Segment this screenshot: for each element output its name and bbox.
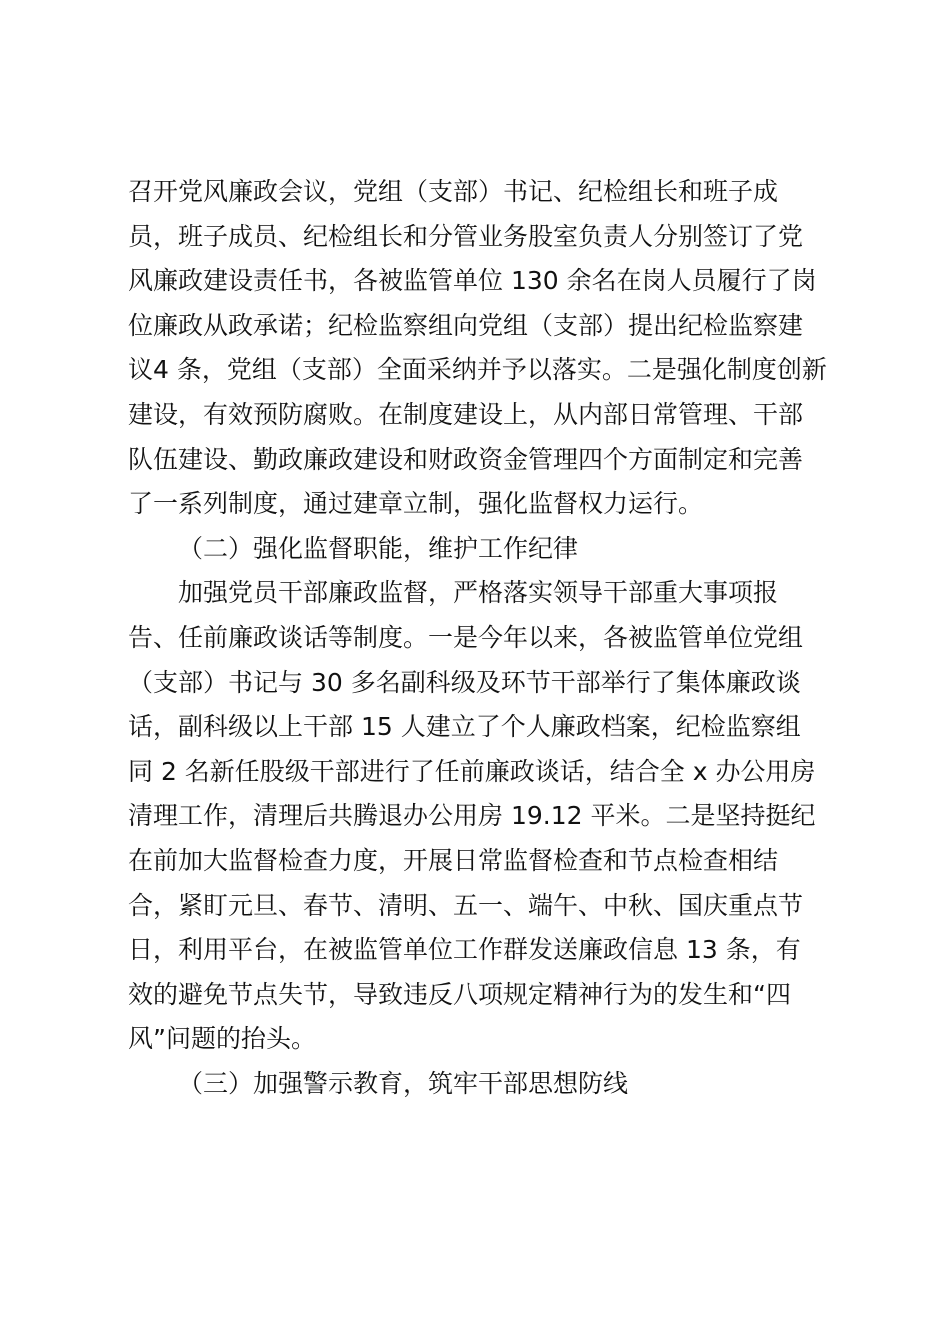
paragraph-line: 议4 条，党组（支部）全面采纳并予以落实。二是强化制度创新 (128, 355, 827, 385)
paragraph-line: 合，紧盯元旦、春节、清明、五一、端午、中秋、国庆重点节 (128, 890, 804, 920)
paragraph-line: 风”问题的抬头。 (128, 1024, 316, 1054)
paragraph-line: 队伍建设、勤政廉政建设和财政资金管理四个方面制定和完善 (128, 444, 804, 474)
paragraph-line: 建设，有效预防腐败。在制度建设上，从内部日常管理、干部 (128, 399, 804, 429)
paragraph-line: 告、任前廉政谈话等制度。一是今年以来，各被监管单位党组 (128, 622, 804, 652)
section-heading: （二）强化监督职能，维护工作纪律 (178, 533, 579, 563)
paragraph-line: 清理工作，清理后共腾退办公用房 19.12 平米。二是坚持挺纪 (128, 801, 816, 831)
paragraph-line: 话，副科级以上干部 15 人建立了个人廉政档案，纪检监察组 (128, 712, 801, 742)
body-text (128, 170, 838, 1106)
paragraph-line: 位廉政从政承诺；纪检监察组向党组（支部）提出纪检监察建 (128, 310, 804, 340)
paragraph-line: 召开党风廉政会议，党组（支部）书记、纪检组长和班子成 (128, 177, 779, 206)
paragraph-line: 效的避免节点失节，导致违反八项规定精神行为的发生和“四 (128, 979, 791, 1009)
paragraph-line: 日，利用平台，在被监管单位工作群发送廉政信息 13 条，有 (128, 935, 801, 965)
section-heading: （三）加强警示教育，筑牢干部思想防线 (178, 1068, 629, 1098)
paragraph-line: 风廉政建设责任书，各被监管单位 130 余名在岗人员履行了岗 (128, 266, 817, 296)
paragraph-line: 加强党员干部廉政监督，严格落实领导干部重大事项报 (178, 578, 779, 608)
paragraph-line: 员，班子成员、纪检组长和分管业务股室负责人分别签订了党 (128, 221, 804, 251)
paragraph-line: 在前加大监督检查力度，开展日常监督检查和节点检查相结 (128, 845, 779, 875)
paragraph-line: 了一系列制度，通过建章立制，强化监督权力运行。 (128, 489, 704, 519)
paragraph-line: 同 2 名新任股级干部进行了任前廉政谈话，结合全 x 办公用房 (128, 756, 816, 786)
paragraph-line: （支部）书记与 30 多名副科级及环节干部举行了集体廉政谈 (128, 667, 801, 697)
